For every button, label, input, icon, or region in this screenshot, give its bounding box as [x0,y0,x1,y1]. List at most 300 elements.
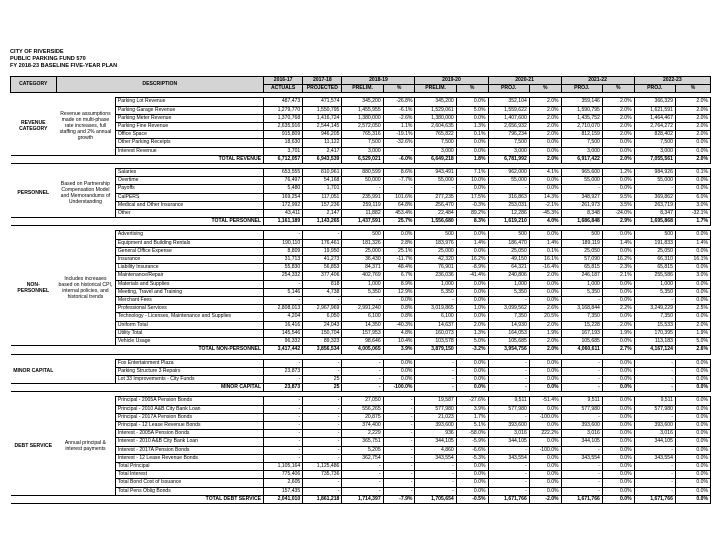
year-header: 2017-18 [303,77,342,85]
line-item-value: - [342,479,383,487]
line-item-value: 0.1% [456,131,488,139]
line-item-value: - [303,405,342,413]
line-item-value: 880,599 [342,169,383,177]
line-item-value: 365,751 [342,438,383,446]
line-item-row [11,321,711,329]
line-item-value: - [634,471,675,479]
line-item-value: 2.0% [675,98,710,106]
line-item-value: 24,043 [303,321,342,329]
section-total-value: 2.6% [675,346,710,354]
line-item-value: 5,350 [342,288,383,296]
line-item-label: Total Interest [115,471,263,479]
line-item-row [11,256,711,264]
column-sub-header: % [675,85,710,93]
line-item-value: 0.0% [602,430,634,438]
line-item-value: 7,350 [634,313,675,321]
line-item-row [11,297,711,305]
line-item-row [11,193,711,201]
section-description: Revenue assumptions made on multi-phase rate increases, full staffing and 2% annual growth [59,111,112,142]
line-item-value: - [303,397,342,405]
line-item-value: 4.1% [529,169,561,177]
line-item-value: 5,350 [415,288,456,296]
line-item-label: Parking Lot Revenue [115,98,263,106]
line-item-value: 1,279,770 [264,106,303,114]
line-item-value: 6,100 [342,313,383,321]
line-item-value: 500 [634,231,675,239]
line-item-value: 3.9% [456,405,488,413]
line-item-value: 0.0% [456,487,488,495]
year-header: 2016-17 [264,77,303,85]
line-item-value: 18,630 [264,139,303,147]
line-item-value: -58.0% [456,430,488,438]
section-total-value: 3,954,756 [488,346,529,354]
section-total-value: 7,055,561 [634,155,675,163]
line-item-value: 157,236 [303,201,342,209]
line-item-value: 0.0% [602,487,634,495]
line-item-value: 0.0% [456,280,488,288]
line-item-value: 965,600 [561,169,602,177]
line-item-value: 0.0% [456,367,488,375]
line-item-value: 0.0% [675,479,710,487]
line-item-value: 169,254 [264,193,303,201]
line-item-value: 577,980 [634,405,675,413]
line-item-value: 1.2% [602,169,634,177]
line-item-label: Parking Garage Revenue [115,106,263,114]
line-item-value: 25.1% [383,247,415,255]
section-total-value: 2.0% [675,155,710,163]
section-category: REVENUE CATEGORY [19,120,48,133]
line-item-value: 98,646 [342,338,383,346]
line-item-value: 1,435,752 [561,114,602,122]
section-total-value: 6,712,057 [264,155,303,163]
line-item-value: 176,461 [303,239,342,247]
line-item-value: 89.2% [456,210,488,218]
line-item-label: Other Parking Receipts [115,139,263,147]
line-item-value: -5.3% [456,454,488,462]
line-item-value: -19.1% [383,131,415,139]
line-item-label: General Office Expense [115,247,263,255]
line-item-value: -100.0% [529,446,561,454]
line-item-label: Principal - 2010 A&B City Bank Loan [115,405,263,413]
line-item-value: 1.9% [529,329,561,337]
line-item-value: 15,533 [634,321,675,329]
line-item-value: 2.0% [602,123,634,131]
line-item-value: 0.0% [529,367,561,375]
line-item-value: - [634,487,675,495]
line-item-value: 240,806 [488,272,529,280]
line-item-value: 25,000 [342,247,383,255]
line-item-value: - [561,471,602,479]
section-total-value: 6,529,021 [342,155,383,163]
line-item-row [11,405,711,413]
line-item-value: 2,635,916 [264,123,303,131]
line-item-value: 50,000 [342,177,383,185]
line-item-value: 0.0% [529,462,561,470]
line-item-value: 500 [342,231,383,239]
section-description [56,359,115,384]
line-item-value: 0.0% [675,231,710,239]
section-category: NON-PERSONNEL [17,282,50,295]
line-item-value: - [264,359,303,367]
line-item-row [11,131,711,139]
line-item-value: - [303,421,342,429]
line-item-value: 359,146 [561,98,602,106]
line-item-value: - [488,413,529,421]
line-item-value: 0.0% [529,471,561,479]
line-item-value: -41.4% [456,272,488,280]
line-item-label: Principal - 2017A Pension Bonds [115,413,263,421]
line-item-value: - [561,297,602,305]
section-total-row [11,384,711,392]
line-item-value: - [264,280,303,288]
line-item-value: 66,310 [634,256,675,264]
section-total-value: 0.0% [602,495,634,503]
line-item-value: 2,967,969 [303,305,342,313]
section-total-row [11,346,711,354]
column-sub-header: ACTUALS [264,85,303,93]
line-item-value: 0.0% [383,367,415,375]
line-item-value: 0.0% [383,375,415,383]
section-total-label: MINOR CAPITAL [11,384,264,392]
line-item-value: 27,050 [342,397,383,405]
line-item-value: 0.0% [529,375,561,383]
line-item-value: 1,464,467 [634,114,675,122]
line-item-value: 172,992 [264,201,303,209]
line-item-value: - [383,487,415,495]
line-item-value: 577,980 [561,405,602,413]
column-sub-header: PROJ. [561,85,602,93]
section-description: Includes increases based on historical CPI, internal policies, and historical trends [58,276,113,301]
line-item-value: - [383,405,415,413]
line-item-value: 16.1% [529,256,561,264]
line-item-value: 1,000 [561,280,602,288]
line-item-value: - [415,359,456,367]
line-item-value: - [488,375,529,383]
line-item-value: 352,104 [488,98,529,106]
section-total-value: 1,861,218 [303,495,342,503]
line-item-value: -32.6% [383,139,415,147]
line-item-value: 0.0% [602,147,634,155]
line-item-value: 1,125,486 [303,462,342,470]
line-item-value: 5.0% [456,338,488,346]
line-item-value: -6.1% [383,106,415,114]
line-item-value: 402,769 [342,272,383,280]
line-item-row [11,359,711,367]
line-item-value: 7,350 [488,313,529,321]
line-item-value: 1,105,164 [264,462,303,470]
line-item-row [11,438,711,446]
line-item-value: - [561,367,602,375]
line-item-value: 3,016 [488,430,529,438]
line-item-label: Utility Total [115,329,263,337]
line-item-value: 41,273 [303,256,342,264]
line-item-value: 3,019,865 [415,305,456,313]
line-item-value: 157,435 [264,487,303,495]
line-item-value: 10.0% [456,177,488,185]
line-item-value: 5,350 [561,288,602,296]
line-item-value: -7.7% [383,177,415,185]
line-item-value: 7,350 [561,313,602,321]
line-item-value: - [264,438,303,446]
line-item-value: 5.0% [456,106,488,114]
line-item-value: 0.0% [456,288,488,296]
line-item-value: 0.0% [456,297,488,305]
line-item-value: 0.0% [675,438,710,446]
section-total-value: - [342,384,383,392]
section-total-value: -3.2% [456,346,488,354]
line-item-label: Medical and Other Insurance [115,201,263,209]
line-item-value: - [561,413,602,421]
line-item-value: 2.5% [675,305,710,313]
line-item-value: - [342,487,383,495]
line-item-value: 190,110 [264,239,303,247]
line-item-value: - [383,446,415,454]
line-item-value: 2,710,070 [561,123,602,131]
year-header: 2018-19 [342,77,415,85]
line-item-label: Liability Insurance [115,264,263,272]
line-item-label: Parking Meter Revenue [115,114,263,122]
line-item-value: 12.9% [383,288,415,296]
line-item-value: 160,073 [415,329,456,337]
line-item-label: CalPERS [115,193,263,201]
section-total-value: 2.0% [529,346,561,354]
column-sub-header: % [383,85,415,93]
line-item-value: 65,815 [634,264,675,272]
section-total-value: 0.0% [456,384,488,392]
line-item-label: Interest - 2005A Pension Bonds [115,430,263,438]
section-total-value: 1,671,766 [634,495,675,503]
line-item-value: 76,497 [264,177,303,185]
section-total-value: - [561,384,602,392]
line-item-value: 0.0% [602,313,634,321]
line-item-value: 0.0% [602,359,634,367]
line-item-value: 500 [488,231,529,239]
line-item-value: 0.0% [529,177,561,185]
line-item-value: - [383,462,415,470]
line-item-value: 500 [561,231,602,239]
line-item-value: 1,455,955 [342,106,383,114]
line-item-value: 145,546 [264,329,303,337]
line-item-value: 42,320 [415,256,456,264]
line-item-value: 0.0% [675,471,710,479]
line-item-value: 186,470 [488,239,529,247]
line-item-value: - [264,397,303,405]
line-item-row [11,139,711,147]
line-item-value: 0.0% [675,367,710,375]
line-item-value: 55,000 [561,177,602,185]
section-total-value: 1,671,766 [488,495,529,503]
line-item-value: -0.3% [456,201,488,209]
line-item-value: 2.0% [675,321,710,329]
line-item-value: -100.0% [529,413,561,421]
section-total-value: 1,686,848 [561,218,602,226]
line-item-value: 25,000 [415,247,456,255]
line-item-value: - [383,430,415,438]
section-total-value: 6,943,539 [303,155,342,163]
line-item-value: 0.0% [675,421,710,429]
line-item-value: 1,621,591 [634,106,675,114]
line-item-value: 1,559,622 [488,106,529,114]
line-item-value: -32.1% [675,210,710,218]
line-item-label: Meeting, Travel and Training [115,288,263,296]
section-total-value: 23,873 [264,384,303,392]
line-item-value: 181,326 [342,239,383,247]
line-item-row [11,201,711,209]
report-title-line-2: PUBLIC PARKING FUND 570 [10,56,86,62]
section-total-value: 0.0% [529,384,561,392]
section-total-value: - [415,384,456,392]
section-total-value: - [634,384,675,392]
line-item-value: 0.0% [529,421,561,429]
line-item-value: 0.0% [529,454,561,462]
line-item-value: 5,480 [264,185,303,193]
column-sub-header: PRELIM. [342,85,383,93]
line-item-value: 3,016 [634,430,675,438]
line-item-value: 775,406 [264,471,303,479]
section-category: PERSONNEL [17,189,50,196]
line-item-value: 0.0% [675,264,710,272]
column-sub-header: PROJECTED [303,85,342,93]
line-item-value: - [415,471,456,479]
line-item-value: 2,605 [264,479,303,487]
line-item-value: - [303,446,342,454]
line-item-value: 0.0% [602,375,634,383]
section-total-value: 2.0% [602,155,634,163]
section-total-value: 1,671,766 [561,495,602,503]
line-item-value: 6.7% [383,272,415,280]
line-item-value: -2.1% [529,201,561,209]
section-total-value: 2.7% [602,346,634,354]
line-item-value: 23,873 [264,367,303,375]
line-item-row [11,454,711,462]
line-item-value: 2.0% [529,321,561,329]
line-item-value: 0.0% [529,359,561,367]
line-item-value: 0.0% [602,413,634,421]
line-item-value: 344,105 [634,438,675,446]
line-item-label: Interest - 2010 A&B City Bank Loan [115,438,263,446]
line-item-value: 5.1% [456,421,488,429]
section-total-value: 0.0% [602,384,634,392]
section-total-value: 4,167,124 [634,346,675,354]
line-item-value: 3.5% [602,201,634,209]
line-item-value: 3,016 [561,430,602,438]
line-item-value: - [303,487,342,495]
line-item-value: 0.0% [602,397,634,405]
line-item-value: 2.0% [602,321,634,329]
section-total-value: 8.3% [456,218,488,226]
line-item-value: 1,370,768 [264,114,303,122]
line-item-value: 0.0% [529,438,561,446]
line-item-value: 377,406 [303,272,342,280]
line-item-value: 0.1% [675,169,710,177]
line-item-value: 2.0% [675,114,710,122]
line-item-value: - [383,454,415,462]
line-item-value: - [561,185,602,193]
line-item-value: 11,122 [303,139,342,147]
line-item-row [11,280,711,288]
line-item-value: 2.2% [602,305,634,313]
line-item-value: 0.0% [456,147,488,155]
line-item-value: 16.2% [602,256,634,264]
line-item-value: 0.0% [456,98,488,106]
line-item-value: 471,574 [303,98,342,106]
line-item-value: 157,953 [342,329,383,337]
line-item-row [11,98,711,106]
line-item-value: 393,600 [415,421,456,429]
line-item-value: 170,395 [634,329,675,337]
line-item-value: - [561,479,602,487]
line-item-value: - [383,413,415,421]
line-item-label: Total Principal [115,462,263,470]
line-item-value: 5,350 [634,288,675,296]
column-sub-header: % [529,85,561,93]
line-item-value: - [634,367,675,375]
line-item-value: 64.8% [383,201,415,209]
line-item-value: 0.0% [602,185,634,193]
line-item-value: 65,815 [561,264,602,272]
line-item-value: 0.0% [529,479,561,487]
line-item-value: 1,380,000 [415,114,456,122]
line-item-value: 5.0% [675,338,710,346]
line-item-value: - [415,487,456,495]
line-item-value: 818 [303,280,342,288]
line-item-value: 0.0% [602,288,634,296]
line-item-value: 96,332 [264,338,303,346]
line-item-label: Other [115,210,263,218]
line-item-value: 0.0% [675,454,710,462]
line-item-value: 0.0% [456,359,488,367]
line-item-value: 64,321 [488,264,529,272]
line-item-value: 255,586 [634,272,675,280]
line-item-value: - [303,413,342,421]
line-item-value: 189,119 [561,239,602,247]
line-item-value: - [342,297,383,305]
line-item-row [11,185,711,193]
line-item-label: Interest Revenue [115,147,263,155]
line-item-value: 0.8% [383,313,415,321]
line-item-value: - [488,367,529,375]
line-item-value: 0.0% [529,185,561,193]
line-item-value: 0.0% [602,438,634,446]
line-item-value: - [488,359,529,367]
line-item-value: 3,168,844 [561,305,602,313]
line-item-value: 0.0% [675,185,710,193]
line-item-value: 7.1% [456,169,488,177]
line-item-value: 3,000 [634,147,675,155]
line-item-value: - [264,421,303,429]
line-item-value: 12,286 [488,210,529,218]
line-item-value: 49,150 [488,256,529,264]
line-item-value: 366,329 [634,98,675,106]
line-item-value: - [303,479,342,487]
section-total-value: 3,856,534 [303,346,342,354]
line-item-value: 2,991,240 [342,305,383,313]
line-item-value: -8.9% [456,264,488,272]
line-item-value: 55,000 [488,177,529,185]
line-item-value: 0.0% [675,147,710,155]
line-item-value: 101.6% [383,193,415,201]
line-item-value: 25,050 [488,247,529,255]
line-item-value: 31,713 [264,256,303,264]
line-item-row [11,272,711,280]
line-item-value: 3.0% [675,201,710,209]
section-total-value: 4,005,065 [342,346,383,354]
line-item-value: 11,882 [342,210,383,218]
line-item-label: Technology - Licenses, Maintenance and Supplies [115,313,263,321]
line-item-value: 393,600 [634,421,675,429]
line-item-label: Overtime [115,177,263,185]
line-item-value: - [303,438,342,446]
